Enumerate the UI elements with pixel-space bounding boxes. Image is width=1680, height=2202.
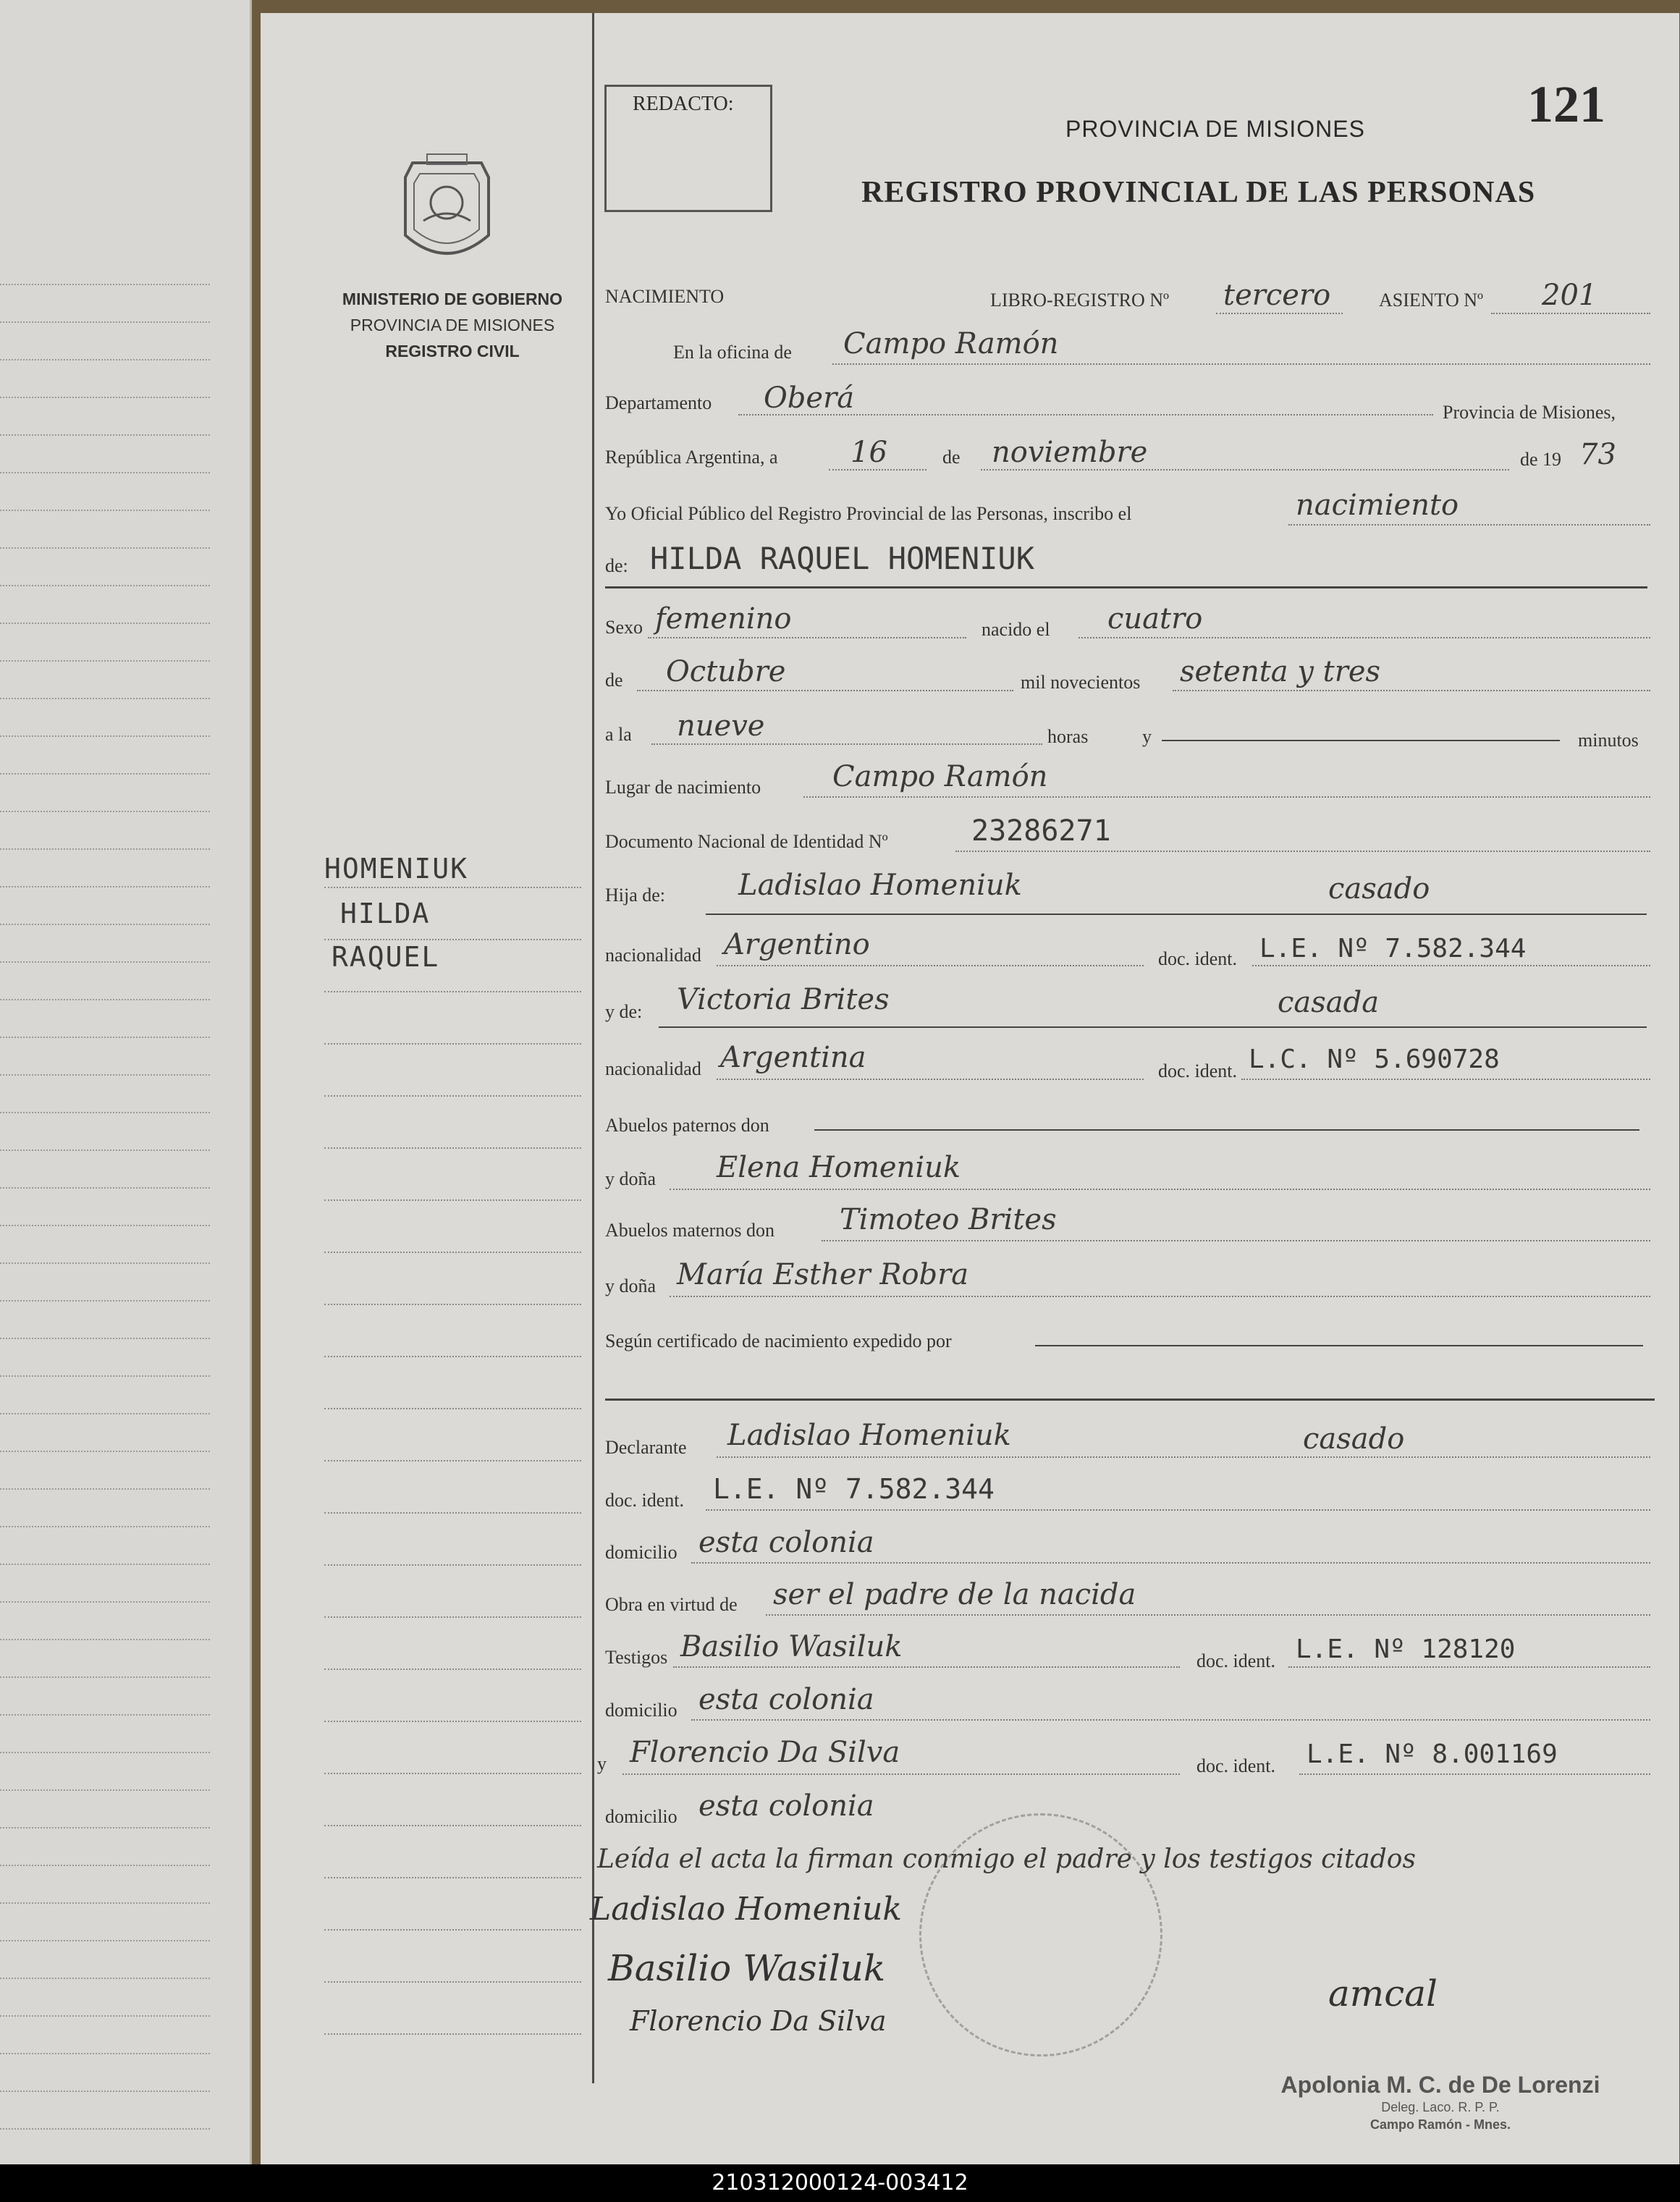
- padre-estado: casado: [1328, 872, 1430, 906]
- segun-label: Según certificado de nacimiento expedido por: [605, 1330, 952, 1351]
- mes-nac-line: [637, 690, 1013, 691]
- libro-value: tercero: [1223, 279, 1331, 312]
- doc5-label: doc. ident.: [1196, 1755, 1276, 1776]
- margin-rule: [324, 1773, 581, 1774]
- mes-nac-value: Octubre: [666, 655, 786, 688]
- ydona1-label: y doña: [605, 1168, 657, 1189]
- redacto-box: [604, 85, 772, 212]
- ledger-rule: [0, 999, 210, 1000]
- declarante-line: [717, 1456, 1650, 1458]
- minutos-label: minutos: [1578, 730, 1639, 751]
- asiento-label: ASIENTO Nº: [1379, 290, 1484, 311]
- de-year-label: de 19: [1520, 449, 1562, 470]
- margin-rule: [324, 1669, 581, 1670]
- margin-rule: [324, 1929, 581, 1931]
- mil-line: [1173, 690, 1650, 691]
- declarante-section-rule: [605, 1399, 1655, 1401]
- oficina-value: Campo Ramón: [843, 327, 1059, 360]
- nombre-value: HILDA RAQUEL HOMENIUK: [650, 541, 1035, 576]
- left-page: [0, 0, 252, 2164]
- libro-line: [1216, 313, 1343, 314]
- ledger-rule: [0, 698, 210, 699]
- mil-value: setenta y tres: [1180, 655, 1381, 688]
- ledger-rule: [0, 1789, 210, 1791]
- margin-rule: [324, 1147, 581, 1149]
- testigo2-line: [622, 1773, 1180, 1775]
- redacto-label: REDACTO:: [633, 93, 734, 115]
- signature-testigo1: Basilio Wasiluk: [608, 1947, 886, 1989]
- ledger-rule: [0, 1149, 210, 1151]
- doc2-value: L.C. Nº 5.690728: [1249, 1045, 1500, 1074]
- ledger-rule: [0, 1451, 210, 1452]
- horas-label: horas: [1047, 726, 1089, 747]
- nac1-label: nacionalidad: [605, 945, 701, 966]
- doc4-value: L.E. Nº 128120: [1296, 1634, 1516, 1664]
- margin-rule: [324, 1721, 581, 1722]
- ledger-rule: [0, 1074, 210, 1076]
- ledger-rule: [0, 660, 210, 662]
- nac1-value: Argentino: [724, 928, 870, 961]
- padre-line: [706, 914, 1647, 915]
- margin-rule: [324, 939, 581, 940]
- delegado-line2: Deleg. Laco. R. P. P.: [1381, 2100, 1500, 2114]
- ledger-rule: [0, 1865, 210, 1866]
- doc3-value: L.E. Nº 7.582.344: [713, 1473, 995, 1505]
- margin-rule: [324, 1095, 581, 1097]
- mes-line: [981, 469, 1509, 471]
- margin-rule: [324, 1981, 581, 1983]
- oficina-label: En la oficina de: [673, 342, 792, 363]
- ledger-rule: [0, 359, 210, 360]
- lugar-label: Lugar de nacimiento: [605, 777, 761, 798]
- ledger-rule: [0, 1187, 210, 1189]
- margin-note-name2: RAQUEL: [332, 941, 440, 973]
- departamento-line: [738, 414, 1433, 415]
- delegado-line3: Campo Ramón - Mnes.: [1369, 2117, 1511, 2132]
- abuelo-m-value: Timoteo Brites: [840, 1203, 1057, 1236]
- declarante-label: Declarante: [605, 1437, 687, 1458]
- ledger-rule: [0, 961, 210, 963]
- ledger-rule: [0, 1752, 210, 1753]
- ledger-rule: [0, 886, 210, 887]
- margin-rule: [324, 1408, 581, 1409]
- domicilio2-line: [691, 1719, 1650, 1721]
- sexo-value: femenino: [655, 602, 792, 636]
- ledger-rule: [0, 1639, 210, 1640]
- doc3-line: [706, 1509, 1650, 1511]
- inscribo-line: [1288, 524, 1650, 526]
- leida-text: Leída el acta la firman conmigo el padre y los testigos citados: [597, 1844, 1416, 1874]
- ledger-rule: [0, 1262, 210, 1264]
- madre-estado: casada: [1278, 986, 1380, 1019]
- delegado-stamp: [1259, 2072, 1621, 2133]
- margin-rule: [324, 1356, 581, 1357]
- abuelo-p-line: [814, 1129, 1639, 1131]
- ledger-rule: [0, 434, 210, 436]
- ledger-rule: [0, 547, 210, 549]
- margin-rule: [324, 1616, 581, 1618]
- signature-official: amcal: [1328, 1973, 1438, 2015]
- ministry-header: [326, 286, 579, 364]
- domicilio1-line: [691, 1562, 1650, 1564]
- ledger-rule: [0, 1564, 210, 1565]
- provincial-seal-icon: [398, 148, 496, 268]
- margin-note-surname: HOMENIUK: [324, 853, 469, 885]
- ledger-rule: [0, 924, 210, 925]
- margin-divider: [592, 13, 594, 2083]
- ministry-line-3: REGISTRO CIVIL: [385, 342, 520, 360]
- ledger-rule: [0, 848, 210, 850]
- province-heading: PROVINCIA DE MISIONES: [1065, 116, 1365, 142]
- mil-label: mil novecientos: [1021, 672, 1141, 693]
- dni-line: [955, 851, 1650, 852]
- hija-label: Hija de:: [605, 885, 666, 906]
- nacido-line: [1079, 637, 1650, 638]
- obra-value: ser el padre de la nacida: [773, 1578, 1136, 1611]
- nacido-label: nacido el: [982, 619, 1050, 640]
- ledger-rule: [0, 1714, 210, 1716]
- doc4-line: [1288, 1666, 1650, 1668]
- ledger-rule: [0, 1827, 210, 1828]
- madre-line: [659, 1026, 1647, 1028]
- image-caption-bar: [0, 2164, 1680, 2202]
- doc2-line: [1241, 1079, 1650, 1080]
- sexo-line: [648, 637, 966, 638]
- ledger-rule: [0, 1488, 210, 1490]
- margin-rule: [324, 1512, 581, 1514]
- margin-rule: [324, 887, 581, 888]
- de2-label: de: [605, 670, 623, 691]
- ledger-rule: [0, 1601, 210, 1603]
- ledger-rule: [0, 1413, 210, 1414]
- segun-line: [1035, 1345, 1643, 1346]
- signature-testigo2: Florencio Da Silva: [630, 2005, 887, 2037]
- ministry-line-2: PROVINCIA DE MISIONES: [350, 316, 555, 334]
- abuela-p-value: Elena Homeniuk: [717, 1151, 961, 1184]
- testigo1-line: [673, 1666, 1180, 1668]
- hora-value: nueve: [677, 709, 765, 743]
- obra-label: Obra en virtud de: [605, 1594, 738, 1615]
- minutos-line: [1162, 740, 1560, 741]
- doc1-label: doc. ident.: [1158, 948, 1238, 969]
- ledger-rule: [0, 623, 210, 624]
- dni-label: Documento Nacional de Identidad Nº: [605, 831, 888, 852]
- doc5-value: L.E. Nº 8.001169: [1307, 1739, 1558, 1769]
- ledger-rule: [0, 321, 210, 323]
- margin-rule: [324, 991, 581, 992]
- margin-rule: [324, 1825, 581, 1826]
- doc1-line: [1252, 965, 1650, 966]
- departamento-label: Departamento: [605, 392, 712, 413]
- yde-label: y de:: [605, 1001, 643, 1022]
- testigo1-value: Basilio Wasiluk: [680, 1630, 903, 1663]
- domicilio2-label: domicilio: [605, 1700, 678, 1721]
- inscribo-value: nacimiento: [1296, 489, 1459, 522]
- dia-value: 16: [850, 436, 887, 469]
- margin-rule: [324, 1199, 581, 1201]
- ledger-rule: [0, 472, 210, 473]
- ministry-line-1: MINISTERIO DE GOBIERNO: [342, 290, 563, 308]
- republica-label: República Argentina, a: [605, 447, 778, 468]
- image-caption: 210312000124-003412: [712, 2170, 968, 2195]
- ydona2-label: y doña: [605, 1275, 657, 1296]
- ledger-rule: [0, 585, 210, 586]
- official-stamp-icon: [919, 1813, 1162, 2057]
- obra-line: [766, 1614, 1650, 1616]
- de-name-label: de:: [605, 555, 628, 576]
- year-value: 73: [1579, 438, 1616, 471]
- name-section-rule: [605, 586, 1647, 589]
- lugar-value: Campo Ramón: [832, 760, 1048, 793]
- doc5-line: [1299, 1773, 1650, 1775]
- departamento-value: Oberá: [764, 381, 855, 415]
- abuela-p-line: [670, 1189, 1650, 1190]
- nacido-value: cuatro: [1107, 602, 1203, 636]
- ledger-rule: [0, 284, 210, 285]
- ledger-rule: [0, 2015, 210, 2017]
- margin-rule: [324, 1564, 581, 1566]
- margin-rule: [324, 2033, 581, 2035]
- ledger-rule: [0, 2053, 210, 2054]
- doc3-label: doc. ident.: [605, 1490, 685, 1511]
- hora-line: [651, 743, 1042, 745]
- y-label: y: [1142, 726, 1152, 747]
- abuelos-m-label: Abuelos maternos don: [605, 1220, 774, 1241]
- testigo2-value: Florencio Da Silva: [630, 1736, 900, 1769]
- margin-rule: [324, 1460, 581, 1461]
- abuela-m-value: María Esther Robra: [677, 1258, 969, 1291]
- ledger-rule: [0, 1037, 210, 1038]
- abuelos-p-label: Abuelos paternos don: [605, 1115, 769, 1136]
- ledger-rule: [0, 510, 210, 511]
- ledger-rule: [0, 1978, 210, 1979]
- ledger-rule: [0, 1940, 210, 1941]
- de-label: de: [942, 447, 961, 468]
- lugar-line: [803, 796, 1650, 798]
- margin-rule: [324, 1043, 581, 1045]
- yo-label: Yo Oficial Público del Registro Provincial de las Personas, inscribo el: [605, 503, 1132, 524]
- signature-declarante: Ladislao Homeniuk: [590, 1891, 903, 1928]
- abuelo-m-line: [822, 1240, 1650, 1241]
- asiento-value: 201: [1542, 279, 1597, 312]
- provincia-label: Provincia de Misiones,: [1443, 402, 1616, 423]
- registry-title: REGISTRO PROVINCIAL DE LAS PERSONAS: [861, 176, 1536, 209]
- ledger-rule: [0, 811, 210, 812]
- madre-value: Victoria Brites: [677, 983, 890, 1016]
- doc1-value: L.E. Nº 7.582.344: [1259, 934, 1527, 963]
- ledger-rule: [0, 735, 210, 737]
- ledger-rule: [0, 1902, 210, 1904]
- dia-line: [829, 469, 926, 471]
- doc4-label: doc. ident.: [1196, 1650, 1276, 1671]
- declarante-estado: casado: [1303, 1422, 1405, 1456]
- domicilio2-value: esta colonia: [698, 1683, 874, 1716]
- ledger-rule: [0, 2128, 210, 2130]
- ledger-rule: [0, 1338, 210, 1339]
- asiento-line: [1491, 313, 1650, 314]
- y2-label: y: [597, 1753, 607, 1774]
- abuela-m-line: [670, 1296, 1650, 1297]
- page-number: 121: [1527, 75, 1605, 133]
- margin-rule: [324, 1877, 581, 1878]
- declarante-value: Ladislao Homeniuk: [727, 1419, 1011, 1452]
- dni-value: 23286271: [971, 814, 1111, 848]
- ledger-rule: [0, 1300, 210, 1302]
- nac2-value: Argentina: [720, 1041, 866, 1074]
- testigos-label: Testigos: [605, 1647, 668, 1668]
- ledger-rule: [0, 773, 210, 775]
- ledger-rule: [0, 1225, 210, 1226]
- ledger-rule: [0, 1676, 210, 1678]
- ledger-rule: [0, 397, 210, 398]
- oficina-line: [832, 363, 1650, 365]
- libro-label: LIBRO-REGISTRO Nº: [990, 290, 1170, 311]
- domicilio3-label: domicilio: [605, 1806, 678, 1827]
- delegado-name: Apolonia M. C. de De Lorenzi: [1280, 2072, 1600, 2098]
- nac2-line: [717, 1079, 1144, 1080]
- domicilio1-value: esta colonia: [698, 1526, 874, 1559]
- domicilio1-label: domicilio: [605, 1542, 678, 1563]
- margin-note-name1: HILDA: [340, 898, 431, 929]
- ala-label: a la: [605, 724, 632, 745]
- domicilio3-value: esta colonia: [698, 1789, 874, 1823]
- margin-rule: [324, 1252, 581, 1253]
- nacimiento-label: NACIMIENTO: [605, 286, 725, 307]
- nac1-line: [717, 965, 1144, 966]
- padre-value: Ladislao Homeniuk: [738, 869, 1022, 902]
- doc2-label: doc. ident.: [1158, 1060, 1238, 1081]
- mes-value: noviembre: [992, 436, 1148, 469]
- sexo-label: Sexo: [605, 617, 643, 638]
- margin-rule: [324, 1304, 581, 1305]
- nac2-label: nacionalidad: [605, 1058, 701, 1079]
- ledger-rule: [0, 1375, 210, 1377]
- ledger-rule: [0, 1112, 210, 1113]
- ledger-rule: [0, 1526, 210, 1527]
- ledger-rule: [0, 2091, 210, 2092]
